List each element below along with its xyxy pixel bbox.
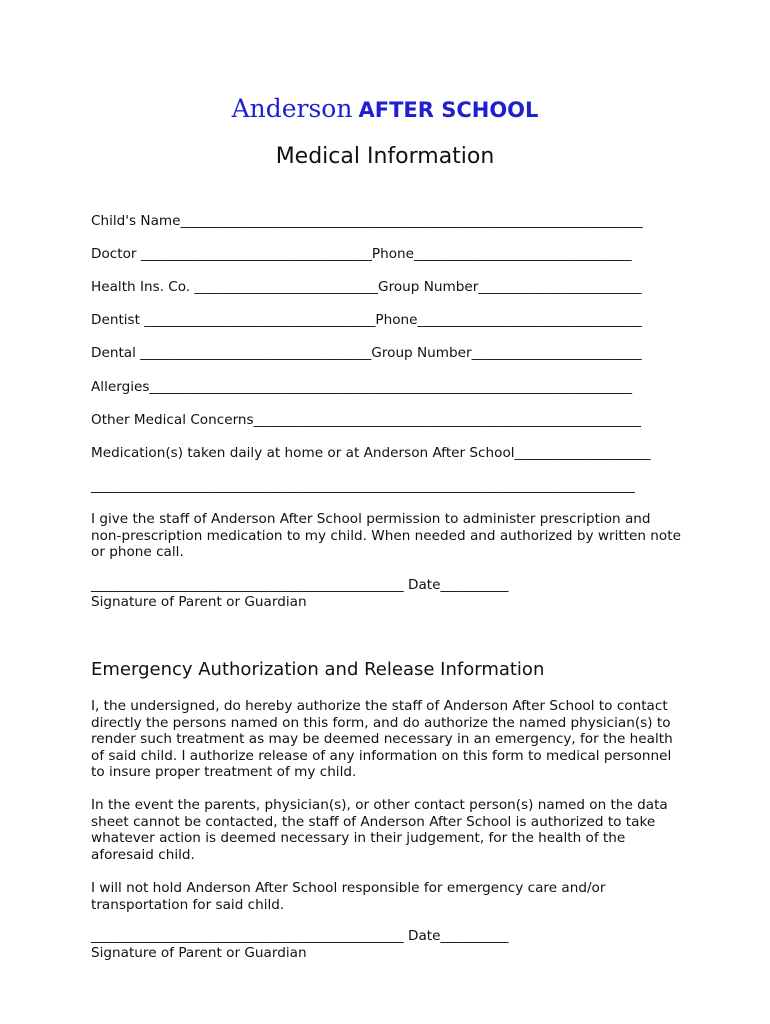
emergency-paragraph-2: In the event the parents, physician(s), or other contact person(s) named on the data sheet cannot be contacted, the staff of Anderson After School is authorized to take whatever action is deemed necessary in their judgement, for the health of the aforesaid child. <box>91 797 668 863</box>
health-insurance-field[interactable]: Health Ins. Co. ___________________________Group Number________________________ <box>91 279 642 295</box>
page-subtitle: Medical Information <box>275 144 495 169</box>
permission-paragraph: I give the staff of Anderson After School permission to administer prescription and non-prescription medication to my child. When needed and authorized by written note or phone call. <box>91 511 681 561</box>
title-after-school: AFTER SCHOOL <box>358 98 539 122</box>
doctor-phone-field[interactable]: Doctor __________________________________Phone________________________________ <box>91 246 632 262</box>
childs-name-field[interactable]: Child's Name____________________________________________________________________ <box>91 213 643 229</box>
emergency-paragraph-1: I, the undersigned, do hereby authorize the staff of Anderson After School to contact directly the persons named on this form, and do authorize the named physician(s) to render such treatment as may be deemed necessary in an emergency, for the health of said child. I authorize release of any information on this form to medical personnel to insure proper treatment of my child. <box>91 698 673 781</box>
permission-signature-line[interactable]: ______________________________________________ Date__________ <box>91 577 509 593</box>
allergies-field[interactable]: Allergies_______________________________________________________________________ <box>91 379 632 395</box>
medications-continued-field[interactable]: ________________________________________________________________________________ <box>91 478 635 494</box>
other-medical-concerns-field[interactable]: Other Medical Concerns_________________________________________________________ <box>91 412 642 428</box>
document-title <box>0 94 770 123</box>
emergency-signature-line[interactable]: ______________________________________________ Date__________ <box>91 928 509 944</box>
dentist-phone-field[interactable]: Dentist __________________________________Phone_________________________________ <box>91 312 642 328</box>
emergency-heading: Emergency Authorization and Release Information <box>91 659 545 680</box>
dental-group-field[interactable]: Dental __________________________________Group Number_________________________ <box>91 345 642 361</box>
title-anderson: Anderson <box>231 94 353 123</box>
permission-signature-label: Signature of Parent or Guardian <box>91 594 307 610</box>
medications-field[interactable]: Medication(s) taken daily at home or at Anderson After School____________________ <box>91 445 651 461</box>
emergency-signature-label: Signature of Parent or Guardian <box>91 945 307 961</box>
emergency-paragraph-3: I will not hold Anderson After School responsible for emergency care and/or transportation for said child. <box>91 880 606 913</box>
